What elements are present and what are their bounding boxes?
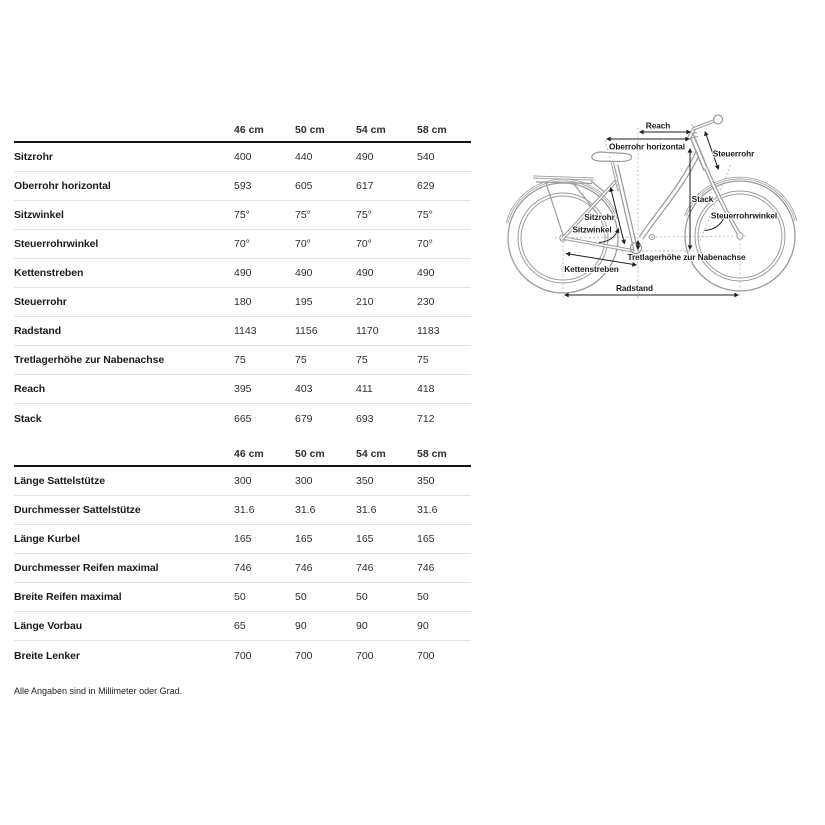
spec-value: 746 (417, 562, 435, 574)
spec-row (14, 317, 471, 346)
components-table-body (14, 467, 471, 670)
spec-value: 50 (417, 591, 429, 603)
spec-value: 50 (295, 591, 307, 603)
spec-row (14, 288, 471, 317)
spec-value: 165 (417, 533, 435, 545)
spec-value: 693 (356, 412, 374, 425)
spec-value: 70° (356, 238, 372, 250)
spec-row-label: Stack (14, 412, 42, 425)
diagram-label-oberrohr: Oberrohr horizontal (608, 141, 686, 152)
spec-row-label: Steuerrohrwinkel (14, 238, 99, 250)
spec-value: 50 (234, 591, 246, 603)
size-column-header: 50 cm (295, 124, 325, 136)
diagram-label-sitzrohr: Sitzrohr (584, 212, 615, 222)
spec-row-label: Länge Kurbel (14, 533, 80, 545)
spec-value: 90 (295, 620, 307, 632)
diagram-label-sitzwinkel: Sitzwinkel (572, 224, 612, 235)
spec-value: 440 (295, 151, 313, 163)
spec-value: 90 (356, 620, 368, 632)
spec-value: 395 (234, 383, 252, 395)
spec-row (14, 259, 471, 288)
spec-value: 50 (356, 591, 368, 603)
spec-value: 31.6 (356, 504, 377, 516)
spec-value: 400 (234, 151, 252, 163)
diagram-label-radstand: Radstand (615, 283, 654, 293)
size-column-header: 50 cm (295, 448, 325, 460)
spec-value: 700 (356, 649, 374, 662)
spec-value: 75 (356, 354, 368, 366)
spec-value: 210 (356, 296, 374, 308)
units-footnote: Alle Angaben sind in Millimeter oder Grad. (14, 686, 183, 696)
spec-row-label: Kettenstreben (14, 267, 84, 279)
saddle (592, 152, 632, 162)
spec-value: 350 (356, 475, 374, 487)
spec-value: 490 (417, 267, 435, 279)
spec-value: 75° (234, 209, 250, 221)
spec-row (14, 641, 471, 670)
spec-value: 300 (295, 475, 313, 487)
spec-row (14, 525, 471, 554)
diagram-labels (564, 121, 777, 294)
geometry-table-body (14, 143, 471, 433)
diagram-label-tretlagerhoehe: Tretlagerhöhe zur Nabenachse (627, 252, 746, 262)
spec-row-label: Steuerrohr (14, 296, 67, 308)
spec-row (14, 346, 471, 375)
spec-value: 70° (417, 238, 433, 250)
spec-row-label: Tretlagerhöhe zur Nabenachse (14, 354, 165, 366)
components-table-header (14, 433, 471, 467)
bike-spec-tables (14, 115, 471, 696)
spec-row-label: Radstand (14, 325, 62, 337)
spec-row-label: Breite Reifen maximal (14, 591, 122, 603)
spec-value: 490 (356, 267, 374, 279)
spec-row-label: Sitzrohr (14, 151, 53, 163)
spec-value: 700 (295, 649, 313, 662)
spec-value: 490 (234, 267, 252, 279)
spec-value: 629 (417, 180, 435, 192)
spec-value: 75 (234, 354, 246, 366)
diagram-label-reach: Reach (645, 120, 671, 131)
size-column-header: 58 cm (417, 448, 447, 460)
spec-row (14, 583, 471, 612)
spec-value: 1183 (417, 325, 440, 337)
spec-row (14, 467, 471, 496)
spec-value: 605 (295, 180, 313, 192)
spec-value: 1170 (356, 325, 379, 337)
spec-value: 1143 (234, 325, 257, 337)
spec-row (14, 496, 471, 525)
spec-value: 90 (417, 620, 429, 632)
spec-value: 418 (417, 383, 435, 395)
spec-row (14, 230, 471, 259)
spec-value: 746 (234, 562, 252, 574)
spec-value: 403 (295, 383, 313, 395)
spec-value: 165 (234, 533, 252, 545)
spec-value: 617 (356, 180, 374, 192)
spec-value: 180 (234, 296, 252, 308)
spec-value: 300 (234, 475, 252, 487)
spec-row-label: Reach (14, 383, 46, 395)
spec-value: 31.6 (417, 504, 438, 516)
spec-row-label: Oberrohr horizontal (14, 180, 111, 192)
spec-value: 490 (295, 267, 313, 279)
diagram-label-steuerrohr: Steuerrohr (712, 148, 755, 159)
spec-value: 75° (356, 209, 372, 221)
spec-value: 75° (295, 209, 311, 221)
spec-value: 712 (417, 412, 435, 425)
spec-value: 75 (295, 354, 307, 366)
spec-row-label: Durchmesser Reifen maximal (14, 562, 159, 574)
spec-value: 1156 (295, 325, 318, 337)
spec-value: 70° (234, 238, 250, 250)
spec-value: 70° (295, 238, 311, 250)
spec-row-label: Breite Lenker (14, 649, 80, 662)
spec-value: 593 (234, 180, 252, 192)
spec-row (14, 143, 471, 172)
handlebar-grip (714, 115, 723, 124)
spec-value: 165 (295, 533, 313, 545)
size-column-header: 46 cm (234, 448, 264, 460)
spec-row-label: Durchmesser Sattelstütze (14, 504, 141, 516)
spec-value: 411 (356, 383, 373, 395)
spec-value: 230 (417, 296, 435, 308)
spec-value: 165 (356, 533, 374, 545)
spec-row-label: Länge Sattelstütze (14, 475, 105, 487)
spec-row (14, 612, 471, 641)
spec-row (14, 172, 471, 201)
spec-value: 746 (356, 562, 374, 574)
geometry-table-header (14, 115, 471, 143)
spec-row-label: Länge Vorbau (14, 620, 83, 632)
spec-value: 540 (417, 151, 435, 163)
spec-value: 350 (417, 475, 435, 487)
spec-value: 31.6 (234, 504, 255, 516)
spec-value: 679 (295, 412, 313, 425)
spec-row-label: Sitzwinkel (14, 209, 64, 221)
spec-row (14, 404, 471, 433)
spec-value: 65 (234, 620, 246, 632)
spec-value: 700 (234, 649, 252, 662)
diagram-label-steuerrohrwinkel: Steuerrohrwinkel (710, 210, 778, 221)
spec-value: 195 (295, 296, 313, 308)
spec-value: 665 (234, 412, 252, 425)
bike-geometry-diagram (495, 95, 825, 320)
size-column-header: 54 cm (356, 124, 386, 136)
spec-row (14, 554, 471, 583)
size-column-header: 54 cm (356, 448, 386, 460)
diagram-label-stack: Stack (691, 194, 714, 204)
spec-row (14, 375, 471, 404)
spec-value: 75 (417, 354, 429, 366)
spec-value: 75° (417, 209, 433, 221)
spec-value: 700 (417, 649, 435, 662)
spec-value: 746 (295, 562, 313, 574)
spec-value: 490 (356, 151, 374, 163)
size-column-header: 58 cm (417, 124, 447, 136)
spec-row (14, 201, 471, 230)
handlebar (693, 115, 723, 129)
spec-value: 31.6 (295, 504, 316, 516)
size-column-header: 46 cm (234, 124, 264, 136)
diagram-label-kettenstreben: Kettenstreben (564, 264, 619, 274)
